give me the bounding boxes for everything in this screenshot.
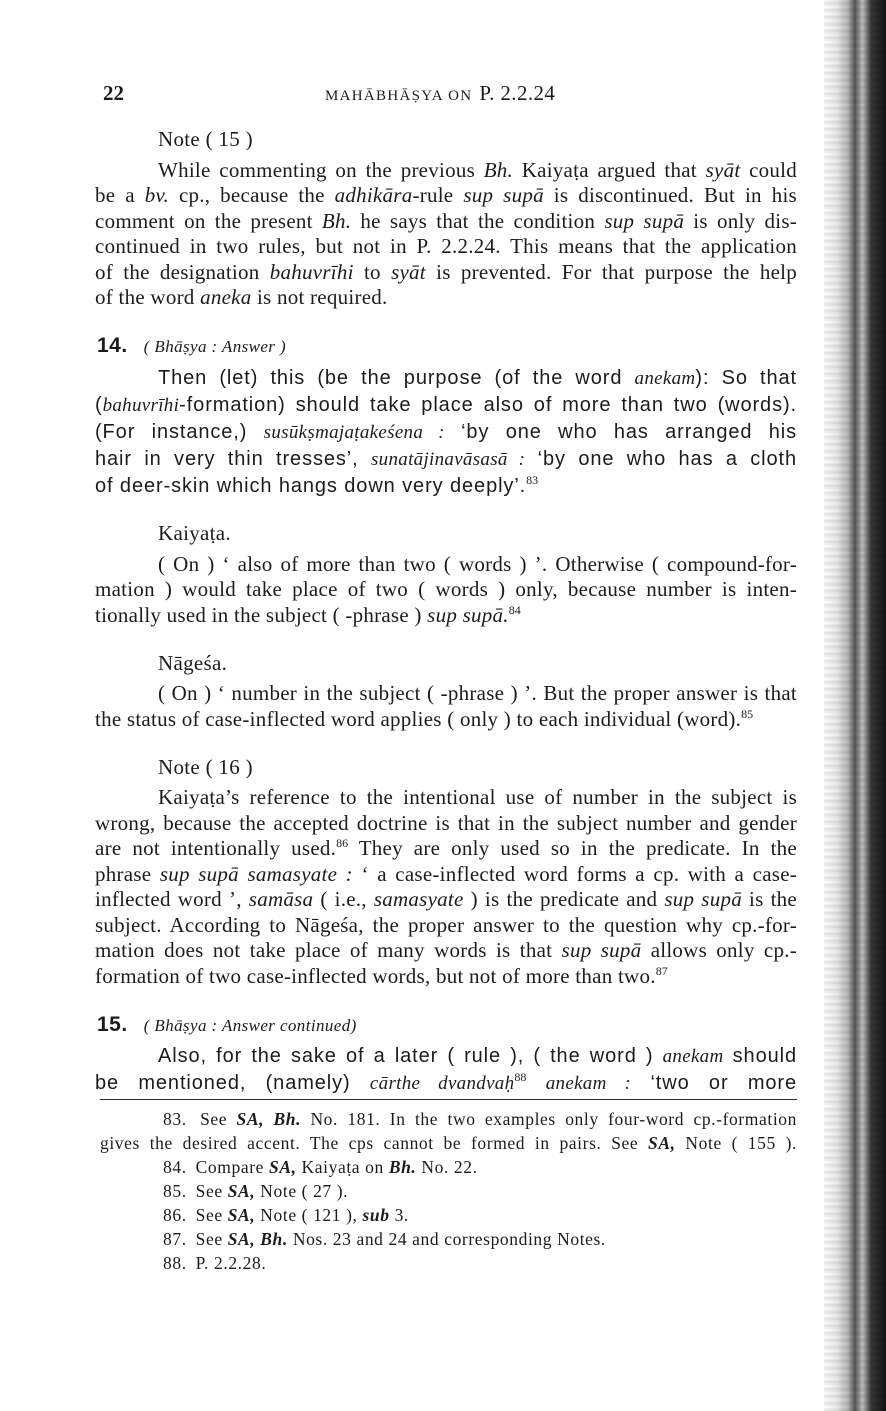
italic-term: SA, Bh.	[236, 1109, 302, 1129]
text-run: tionally used in the subject ( -phrase )	[95, 602, 428, 627]
text-line	[95, 552, 797, 578]
running-head	[325, 80, 555, 109]
text-run: be mentioned, (namely)	[95, 1072, 370, 1094]
italic-term: SA,	[227, 1181, 256, 1201]
text-run: ( On ) ‘ also of more than two ( words ) ’. Otherwise ( compound-for-	[158, 551, 797, 576]
italic-term: ( Bhāṣya : Answer )	[143, 337, 287, 356]
text-run: gives the desired accent. The cps cannot be formed in pairs. See	[100, 1133, 649, 1153]
text-run: hair in very thin tresses’,	[95, 447, 371, 470]
text-run: are not intentionally used.	[95, 836, 337, 860]
italic-term: syāt	[391, 259, 426, 284]
text-run: ‘two or more	[631, 1072, 797, 1094]
text-line	[95, 887, 797, 913]
italic-term: bahuvrīhi	[269, 259, 354, 284]
text-run: See	[190, 1181, 228, 1201]
text-run: No. 181. In the two examples only four-word cp.-formation	[301, 1109, 797, 1129]
text-line	[95, 811, 797, 837]
text-run: Nāgeśa.	[158, 650, 228, 675]
italic-term: bahuvrīhi	[102, 394, 180, 416]
paragraph	[95, 785, 797, 989]
text-run: be a	[95, 183, 145, 207]
text-run: mation does not take place of many words is that	[95, 938, 562, 962]
text-run: of deer-skin which hangs down very deeply’.	[95, 474, 527, 497]
text-line	[95, 1007, 797, 1044]
footnote-number: 85.	[163, 1181, 187, 1201]
text-run: phrase	[95, 861, 160, 886]
footnote-line	[100, 1155, 797, 1179]
paragraph	[95, 681, 797, 732]
note-reference: 84	[508, 602, 521, 617]
text-line	[95, 603, 797, 629]
text-line	[95, 681, 797, 707]
subheading	[95, 122, 797, 158]
text-run: Kaiyaṭa’s reference to the intentional use of number in the subject is	[158, 785, 797, 809]
text-line	[95, 473, 797, 499]
text-run: (For instance,)	[95, 420, 264, 443]
footnote-line	[100, 1251, 797, 1275]
text-run: is only dis-	[684, 208, 797, 233]
text-run: Compare	[190, 1157, 269, 1177]
italic-term: ( Bhāṣya : Answer continued)	[143, 1015, 357, 1035]
note-reference: 83	[526, 472, 539, 487]
italic-term: samāsa	[248, 887, 314, 911]
note-reference: 85	[741, 706, 754, 721]
text-run: cp., because the	[169, 183, 335, 207]
text-line	[95, 646, 797, 682]
section-heading	[95, 328, 797, 365]
italic-term: sup supā	[604, 208, 685, 233]
footnote-number: 86.	[163, 1205, 187, 1225]
text-line	[95, 392, 797, 419]
italic-term: SA,	[268, 1157, 297, 1177]
text-run: Also, for the sake of a later ( rule ), ( the word )	[158, 1045, 663, 1067]
text-run: ‘ a case-inflected word forms a cp. with a case-	[352, 861, 798, 886]
text-line	[95, 577, 797, 603]
text-run: is the	[741, 887, 797, 911]
text-run: wrong, because the accepted doctrine is that in the subject number and gender	[95, 810, 797, 835]
footnote-number: 87.	[163, 1229, 187, 1249]
italic-term: sup supā.	[427, 602, 509, 627]
italic-term: cārthe dvandvaḥ	[369, 1073, 515, 1094]
text-line	[95, 862, 797, 888]
text-line	[95, 158, 797, 184]
section-heading	[95, 1007, 797, 1044]
italic-term: SA,	[648, 1133, 676, 1153]
text-run: Note ( 16 )	[158, 754, 253, 779]
running-reference: P. 2.2.24	[479, 81, 556, 105]
text-line	[95, 785, 797, 811]
text-run: No. 22.	[416, 1157, 478, 1177]
text-line	[95, 209, 797, 235]
text-run: ‘by one who has a cloth	[525, 447, 797, 470]
text-line	[95, 707, 797, 733]
text-line	[95, 938, 797, 964]
text-run: Kaiyaṭa argued that	[513, 157, 706, 182]
text-run: is not required.	[251, 285, 388, 309]
text-run: should	[723, 1045, 797, 1067]
italic-term: sup supā	[561, 938, 642, 962]
text-line	[95, 516, 797, 552]
italic-term: sunatājinavāsasā :	[370, 448, 526, 470]
paragraph	[95, 552, 797, 629]
text-run: Note ( 155 ).	[675, 1133, 797, 1153]
italic-term: anekam	[662, 1046, 724, 1067]
text-line	[95, 750, 797, 786]
text-line	[95, 122, 797, 158]
italic-term: Bh.	[321, 208, 352, 233]
section-number: 14.	[97, 334, 128, 357]
text-run: comment on the present	[95, 208, 322, 233]
text-run: allows only cp.-	[641, 938, 797, 962]
italic-term: syāt	[705, 157, 741, 182]
paragraph	[95, 158, 797, 311]
text-line	[95, 1043, 797, 1070]
italic-term: anekam	[634, 367, 696, 389]
italic-term: susūkṣmajaṭakeśena :	[263, 421, 445, 443]
subheading	[95, 750, 797, 786]
text-run: Nos. 23 and 24 and corresponding Notes.	[287, 1229, 606, 1249]
italic-term: Bh.	[483, 157, 514, 182]
text-run: (	[95, 393, 103, 416]
footnote-number: 84.	[163, 1157, 187, 1177]
text-line	[95, 234, 797, 260]
text-run: is prevented. For that purpose the help	[425, 259, 797, 284]
text-run: Kaiyaṭa on	[296, 1157, 389, 1177]
subheading	[95, 646, 797, 682]
italic-term: sup supā samasyate :	[159, 861, 353, 886]
text-line	[95, 328, 797, 365]
text-line	[95, 446, 797, 473]
text-run	[526, 1072, 545, 1094]
text-run: See	[190, 1229, 228, 1249]
text-line	[95, 836, 797, 862]
text-line	[95, 913, 797, 939]
footnote-line	[100, 1107, 797, 1131]
text-run: mation ) would take place of two ( words ) only, because number is inten-	[95, 577, 797, 601]
text-run: of the word	[95, 285, 201, 309]
text-run: could	[740, 157, 797, 182]
text-run: ): So that	[695, 366, 797, 389]
text-run: inflected word ’,	[95, 887, 249, 911]
text-run: 3.	[389, 1205, 409, 1225]
text-run: -formation) should take place also of more than two (words).	[179, 393, 797, 416]
footnote-line	[100, 1227, 797, 1251]
note-reference: 86	[336, 836, 349, 850]
text-run: subject. According to Nāgeśa, the proper answer to the question why cp.-for-	[95, 912, 797, 937]
text-line	[95, 419, 797, 446]
italic-term: sup supā	[664, 887, 742, 911]
text-run: to	[353, 259, 392, 284]
italic-term: sub	[362, 1205, 390, 1225]
text-line	[95, 260, 797, 286]
italic-term: sup supā	[463, 183, 544, 207]
text-run: Then (let) this (be the purpose (of the word	[158, 366, 635, 389]
text-run: the status of case-inflected word applies ( only ) to each individual (word).	[95, 706, 742, 731]
text-run: Note ( 121 ),	[255, 1205, 363, 1225]
text-line	[95, 183, 797, 209]
text-run: While commenting on the previous	[158, 157, 484, 182]
text-run: See	[190, 1205, 228, 1225]
italic-term: anekam :	[545, 1073, 632, 1094]
text-run: of the designation	[95, 259, 270, 284]
italic-term: samasyate	[373, 887, 464, 911]
text-run: he says that the condition	[351, 208, 605, 233]
italic-term: SA,	[227, 1205, 256, 1225]
text-run: Kaiyaṭa.	[158, 521, 231, 545]
text-line	[95, 1070, 797, 1097]
note-reference: 87	[655, 963, 668, 978]
text-line	[95, 964, 797, 990]
translation-paragraph	[95, 1043, 797, 1097]
text-run: Note ( 27 ).	[255, 1181, 349, 1201]
text-run: Note ( 15 )	[158, 127, 253, 151]
footnote-line	[100, 1131, 797, 1155]
text-run: See	[190, 1109, 237, 1129]
binding-shadow	[824, 0, 886, 1411]
italic-term: bv.	[144, 183, 170, 207]
page-body	[95, 122, 797, 1097]
footnote-number: 88.	[163, 1253, 187, 1273]
page-number: 22	[103, 81, 124, 105]
text-run: ) is the predicate and	[463, 887, 665, 911]
footnote-line	[100, 1203, 797, 1227]
italic-term: adhikāra	[334, 183, 413, 207]
text-run: -rule	[412, 183, 464, 207]
italic-term: SA, Bh.	[227, 1229, 288, 1249]
text-run: is discontinued. But in his	[543, 183, 797, 207]
running-title: MAHĀBHĀṢYA ON	[325, 88, 473, 104]
note-reference: 88	[514, 1070, 527, 1084]
italic-term: Bh.	[388, 1157, 417, 1177]
subheading	[95, 516, 797, 552]
text-run: ( On ) ‘ number in the subject ( -phrase ) ’. But the proper answer is that	[158, 681, 797, 705]
footnote-line	[100, 1179, 797, 1203]
text-run: They are only used so in the predicate. In the	[348, 836, 797, 860]
footnote-number: 83.	[163, 1109, 187, 1129]
translation-paragraph	[95, 365, 797, 499]
text-run: P. 2.2.28.	[190, 1253, 267, 1273]
text-line	[95, 365, 797, 392]
text-run: ( i.e.,	[313, 887, 374, 911]
italic-term: aneka	[200, 285, 252, 309]
text-run: continued in two rules, but not in P. 2.2.24. This means that the application	[95, 234, 797, 258]
footnotes	[100, 1099, 797, 1275]
section-number: 15.	[97, 1012, 128, 1036]
text-run: ‘by one who has arranged his	[444, 420, 798, 443]
text-line	[95, 285, 797, 311]
text-run: formation of two case-inflected words, but not of more than two.	[95, 963, 656, 988]
